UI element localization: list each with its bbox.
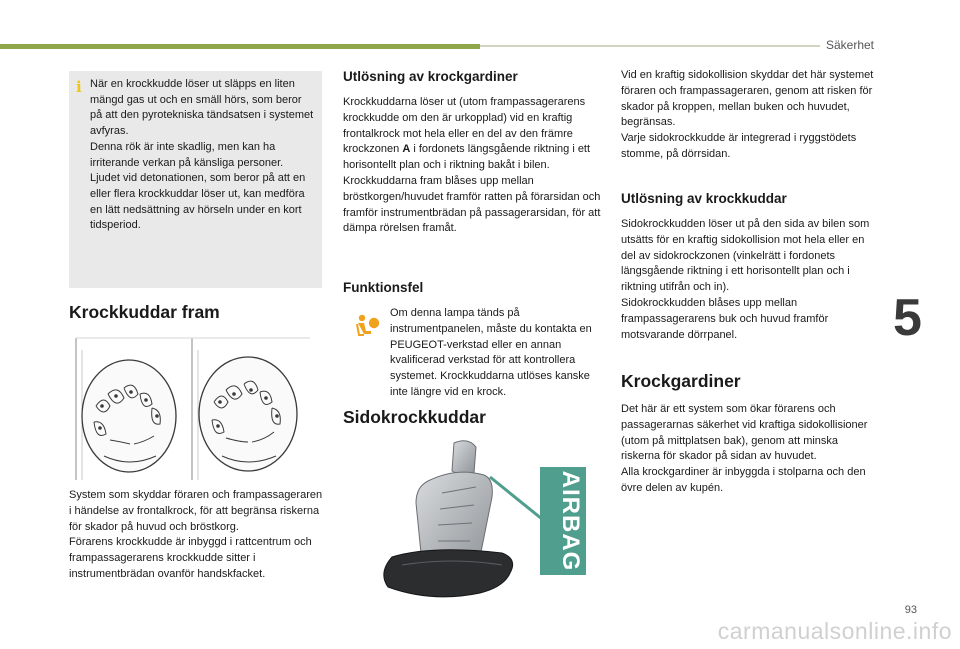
header-rule <box>480 45 820 47</box>
side-airbags-paragraph: Varje sidokrockkudde är integrerad i ryggstödets stomme, på dörrsidan. <box>621 132 857 160</box>
info-box <box>69 71 322 288</box>
malfunction-text: Om denna lampa tänds på instrumentpanelen, måste du kontakta en PEUGEOT-verkstad eller en annan kvalificerad verkstad för att kontrollera systemet. Krockkuddarna utlöses kanske inte längre vid en krock. <box>390 307 592 398</box>
crash-zone-label: A <box>402 143 411 156</box>
curtain-trigger-paragraph <box>343 95 603 174</box>
curtains-heading: Krockgardiner <box>621 371 741 391</box>
section-title: Säkerhet <box>825 38 874 52</box>
info-paragraph: Ljudet vid detonationen, som beror på att en eller flera krockkuddar löser ut, kan medföra en lätt nedsättning av hörseln under en kort tidsperiod. <box>90 172 306 232</box>
info-paragraph: Denna rök är inte skadlig, men kan ha irriterande verkan på känsliga personer. <box>90 140 284 169</box>
malfunction-heading: Funktionsfel <box>343 280 424 295</box>
curtains-paragraph: Alla krockgardiner är inbyggda i stolparna och den övre delen av kupén. <box>621 466 866 494</box>
front-airbags-heading: Krockkuddar fram <box>69 302 220 322</box>
side-airbag-seat-illustration <box>362 437 592 605</box>
side-airbags-heading: Sidokrockkuddar <box>343 407 486 427</box>
curtain-trigger-text-pre: Krockkuddarna löser ut (utom frampassagerarens krockkudde om den är urkopplad) vid en kraftig frontalkrock mot hela eller en del av den främre krockzonen <box>343 96 586 156</box>
info-paragraph: När en krockkudde löser ut släpps en liten mängd gas ut och en smäll hörs, som beror på att den pyrotekniska tändsatsen i systemet avfyras. <box>90 78 314 138</box>
side-trigger-heading: Utlösning av krockkuddar <box>621 191 787 206</box>
side-trigger-text <box>621 217 879 343</box>
front-airbags-paragraph: Förarens krockkudde är inbyggd i rattcentrum och frampassagerarens krockkudde sitter i instrumentbrädan ovanför handskfacket. <box>69 536 312 580</box>
side-airbags-intro <box>621 68 879 163</box>
front-airbags-illustration <box>74 336 312 480</box>
curtain-trigger-paragraph: Krockkuddarna fram blåses upp mellan bröstkorgen/huvudet framför ratten på förarsidan och framför instrumentbrädan på passagerarsidan, för att dämpa rörelsen framåt. <box>343 174 601 235</box>
header-accent-bar <box>0 44 480 49</box>
airbag-label: AIRBAG <box>557 470 584 572</box>
side-airbags-paragraph: Vid en kraftig sidokollision skyddar det här systemet föraren och frampassageraren, genom att risken för skador på kroppen, mellan buken och huvudet, begränsas. <box>621 69 874 129</box>
airbag-warning-icon <box>354 313 380 339</box>
curtain-trigger-text-post: i fordonets längsgående riktning i ett horisontellt plan och i riktning bakåt i bilen. <box>343 143 591 172</box>
front-airbags-text <box>69 488 323 583</box>
curtains-text <box>621 402 879 497</box>
watermark: carmanualsonline.info <box>717 618 952 644</box>
page-number: 93 <box>904 604 917 616</box>
side-trigger-paragraph: Sidokrockkudden löser ut på den sida av bilen som utsätts för en kraftig sidokollision mot hela eller en del av sidokrockzonen (vinkelrätt i fordonets längsgående riktning i ett horisontellt plan och i riktning utifrån och in). <box>621 218 870 294</box>
curtain-trigger-text <box>343 95 603 237</box>
curtain-trigger-heading: Utlösning av krockgardiner <box>343 69 518 84</box>
chapter-number: 5 <box>893 289 922 347</box>
info-icon: i <box>76 78 82 96</box>
side-trigger-paragraph: Sidokrockkudden blåses upp mellan frampassagerarens buk och huvud framför motsvarande dörrpanel. <box>621 296 829 341</box>
front-airbags-paragraph: System som skyddar föraren och frampassageraren i händelse av frontalkrock, för att begränsa riskerna för skador på huvud och bröstkorg. <box>69 489 323 533</box>
curtains-paragraph: Det här är ett system som ökar förarens och passagerarnas säkerhet vid kraftiga sidokollisioner (utom på mittplatsen bak), genom att minska riskerna för skador på sidan av huvudet. <box>621 403 868 463</box>
